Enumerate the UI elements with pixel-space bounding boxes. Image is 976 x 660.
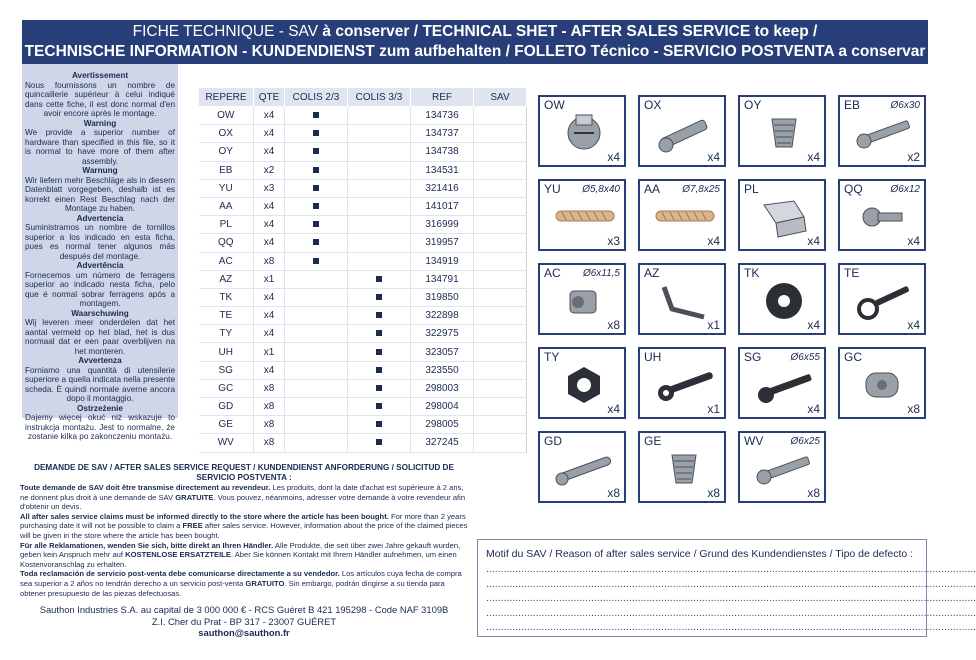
repere-cell: GD	[199, 398, 254, 416]
colis-2-cell	[285, 288, 348, 306]
ref-cell: 141017	[411, 197, 474, 215]
repere-cell: TE	[199, 307, 254, 325]
warning-title: Warnung	[82, 166, 118, 175]
part-code: GC	[844, 350, 862, 364]
sav-paragraph-es	[20, 569, 468, 598]
filled-square-icon	[376, 294, 382, 300]
quantity-cell: x4	[254, 361, 285, 379]
filled-square-icon	[313, 112, 319, 118]
colis-3-cell	[348, 307, 411, 325]
washer-icon	[754, 279, 816, 323]
sav-cell[interactable]	[474, 179, 527, 197]
part-card	[638, 179, 726, 251]
colis-3-cell	[348, 288, 411, 306]
ref-cell: 298005	[411, 416, 474, 434]
part-card	[838, 263, 926, 335]
table-row	[199, 161, 527, 179]
sav-de-bold2: KOSTENLOSE ERSATZTEILE	[125, 550, 231, 560]
part-quantity: x4	[607, 402, 620, 416]
ref-cell: 298003	[411, 379, 474, 397]
company-footer	[20, 604, 468, 639]
repere-cell: AC	[199, 252, 254, 270]
warning-title: Avertissement	[71, 71, 129, 80]
repere-cell: GC	[199, 379, 254, 397]
warning-text: Nous fournissons un nombre de quincaillerie supérieur à celui indiqué dans cette fiche, il est donc normal d'en avoir encore après le montage.	[25, 80, 175, 118]
company-info: Sauthon Industries S.A. au capital de 3 000 000 € - RCS Guéret B 421 195298 - Code NAF 3109B	[39, 604, 449, 615]
filled-square-icon	[313, 203, 319, 209]
ref-cell: 134738	[411, 143, 474, 161]
sav-reason-line[interactable]: ........................................................................................................................................................................	[486, 563, 976, 575]
part-card	[738, 263, 826, 335]
repere-cell: OX	[199, 125, 254, 143]
table-row	[199, 307, 527, 325]
repere-cell: WV	[199, 434, 254, 452]
filled-square-icon	[376, 276, 382, 282]
filled-square-icon	[313, 148, 319, 154]
part-code: GE	[644, 434, 662, 448]
sav-paragraph-de	[20, 541, 468, 570]
quantity-cell: x8	[254, 398, 285, 416]
part-quantity: x4	[807, 318, 820, 332]
part-dimension: Ø7,8x25	[682, 184, 720, 195]
lock-nut-icon	[554, 363, 616, 407]
warning-text: Suministramos un nombre de tornillos superior a los indicado en esta ficha, pues es normal tener algunos más después del montage.	[25, 223, 175, 261]
warning-title: Advertencia	[76, 213, 124, 223]
column-header: QTE	[254, 88, 285, 107]
filled-square-icon	[376, 349, 382, 355]
part-quantity: x8	[807, 486, 820, 500]
repere-cell: UH	[199, 343, 254, 361]
sav-reason-line[interactable]: ........................................................................................................................................................................	[486, 577, 976, 590]
repere-cell: TY	[199, 325, 254, 343]
filled-square-icon	[313, 185, 319, 191]
colis-2-cell	[285, 107, 348, 125]
quantity-cell: x1	[254, 343, 285, 361]
sav-fr-text2: . Vous pouvez, néanmoins, adresser votre demande à votre revendeur afin d'obtenir un devis.	[20, 492, 466, 512]
warning-text: Forniamo una quantità di utensilerie superiore a quella indicata nella presente scheda. È quindi normale averne ancora dopo il montaggio.	[25, 365, 175, 403]
sav-es-bold: Toda reclamación de servicio post-venta debe comunicarse directamente a su vendedor.	[20, 569, 340, 579]
part-quantity: x2	[907, 150, 920, 164]
repere-cell: EB	[199, 161, 254, 179]
part-card	[538, 347, 626, 419]
filled-square-icon	[376, 385, 382, 391]
part-quantity: x4	[807, 234, 820, 248]
company-address: Z.I. Cher du Prat - BP 317 - 23007 GUÉRET	[151, 615, 337, 627]
sav-reason-label: Motif du SAV / Reason of after sales service / Grund des Kundendienstes / Tipo de defecto :	[486, 548, 914, 560]
part-quantity: x4	[807, 402, 820, 416]
part-code: OX	[644, 98, 662, 112]
sav-cell[interactable]	[474, 379, 527, 397]
sav-cell[interactable]	[474, 197, 527, 215]
part-quantity: x4	[707, 150, 720, 164]
repere-cell: TK	[199, 288, 254, 306]
column-header: REPERE	[199, 88, 254, 107]
colis-2-cell	[285, 398, 348, 416]
part-code: GD	[544, 434, 562, 448]
filled-square-icon	[376, 403, 382, 409]
part-card	[838, 95, 926, 167]
part-dimension: Ø5,8x40	[582, 184, 620, 195]
ref-cell: 322898	[411, 307, 474, 325]
header-title-thin: FICHE TECHNIQUE - SAV	[132, 23, 323, 40]
colis-3-cell	[348, 179, 411, 197]
allen-key-icon	[654, 279, 716, 323]
ref-cell: 134791	[411, 270, 474, 288]
part-card	[638, 95, 726, 167]
part-card	[538, 179, 626, 251]
colis-3-cell	[348, 270, 411, 288]
sav-cell[interactable]	[474, 125, 527, 143]
warning-text: Wij leveren meer onderdelen dat het aantal vermeld op het blad, het is dus normaal dat er een paar overblijven na het monteren.	[25, 318, 175, 356]
part-card	[838, 179, 926, 251]
sav-cell[interactable]	[474, 252, 527, 270]
colis-3-cell	[348, 143, 411, 161]
repere-cell: AZ	[199, 270, 254, 288]
part-code: SG	[744, 350, 762, 364]
sav-cell[interactable]	[474, 288, 527, 306]
quantity-cell: x8	[254, 379, 285, 397]
colis-3-cell	[348, 252, 411, 270]
sav-reason-line[interactable]: ........................................................................................................................................................................	[486, 621, 976, 633]
sav-cell[interactable]	[474, 361, 527, 379]
part-quantity: x8	[607, 486, 620, 500]
table-row	[199, 416, 527, 434]
ref-cell: 316999	[411, 216, 474, 234]
ref-cell: 298004	[411, 398, 474, 416]
quantity-cell: x8	[254, 416, 285, 434]
quantity-cell: x4	[254, 197, 285, 215]
sav-fr-bold2: GRATUITE	[175, 492, 214, 502]
sav-request-text	[20, 463, 468, 598]
colis-2-cell	[285, 161, 348, 179]
part-dimension: Ø6x11,5	[582, 268, 620, 279]
part-code: EB	[844, 98, 861, 112]
warning-text: Dajemy więcej okuć niż wskazuje to instrukcja montażu. Jest to normalne, że zostanie kilka po zakonczeniu montażu.	[25, 413, 175, 441]
sav-en-bold2: FREE	[182, 521, 203, 531]
filled-square-icon	[313, 239, 319, 245]
part-quantity: x8	[707, 486, 720, 500]
colis-2-cell	[285, 179, 348, 197]
quantity-cell: x8	[254, 252, 285, 270]
repere-cell: PL	[199, 216, 254, 234]
table-row	[199, 107, 527, 125]
colis-2-cell	[285, 343, 348, 361]
part-quantity: x4	[707, 234, 720, 248]
part-code: WV	[744, 434, 764, 448]
ref-cell: 134737	[411, 125, 474, 143]
quantity-cell: x4	[254, 216, 285, 234]
part-card	[738, 431, 826, 503]
table-row	[199, 143, 527, 161]
table-row	[199, 434, 527, 452]
ref-cell: 134919	[411, 252, 474, 270]
sav-en-text: For more than 2 years purchasing date it will not be possible to claim a	[20, 511, 466, 531]
sav-es-bold2: GRATUITO	[245, 578, 285, 588]
dowel-icon	[554, 195, 616, 239]
part-quantity: x1	[707, 318, 720, 332]
colis-2-cell	[285, 361, 348, 379]
cam-bolt-icon	[654, 111, 716, 155]
quantity-cell: x1	[254, 270, 285, 288]
filled-square-icon	[376, 439, 382, 445]
part-card	[638, 431, 726, 503]
table-row	[199, 125, 527, 143]
part-code: TY	[544, 350, 560, 364]
colis-3-cell	[348, 216, 411, 234]
document-header	[22, 20, 928, 64]
table-row	[199, 398, 527, 416]
colis-2-cell	[285, 143, 348, 161]
ref-cell: 319957	[411, 234, 474, 252]
table-row	[199, 288, 527, 306]
part-code: UH	[644, 350, 662, 364]
company-email[interactable]: sauthon@sauthon.fr	[198, 627, 290, 638]
colis-2-cell	[285, 197, 348, 215]
sav-request-title: DEMANDE DE SAV / AFTER SALES SERVICE REQUEST / KUNDENDIENST ANFORDERUNG / SOLICITUD DE SERVICIO POSTVENTA :	[34, 463, 454, 482]
colis-3-cell	[348, 197, 411, 215]
cam-nut-icon	[554, 111, 616, 155]
warning-title: Ostrzeżenie	[77, 403, 123, 413]
column-header: COLIS 3/3	[348, 88, 411, 107]
colis-2-cell	[285, 216, 348, 234]
colis-2-cell	[285, 379, 348, 397]
filled-square-icon	[376, 421, 382, 427]
colis-2-cell	[285, 416, 348, 434]
repere-cell: GE	[199, 416, 254, 434]
quantity-cell: x4	[254, 325, 285, 343]
part-code: QQ	[844, 182, 863, 196]
part-code: TK	[744, 266, 760, 280]
part-quantity: x4	[607, 150, 620, 164]
ref-cell: 327245	[411, 434, 474, 452]
part-code: OY	[744, 98, 762, 112]
quantity-cell: x4	[254, 234, 285, 252]
sav-reason-line[interactable]: ........................................................................................................................................................................	[486, 606, 976, 619]
header-title-line2: TECHNISCHE INFORMATION - KUNDENDIENST zum aufbehalten / FOLLETO Técnico - SERVICIO POSTVENTA a conservar	[24, 43, 926, 60]
part-card	[738, 347, 826, 419]
colis-3-cell	[348, 125, 411, 143]
warning-title: Waarschuwing	[71, 308, 129, 318]
repere-cell: OW	[199, 107, 254, 125]
part-quantity: x4	[907, 234, 920, 248]
threaded-insert-icon	[654, 447, 716, 491]
part-code: YU	[544, 182, 561, 196]
part-card	[538, 431, 626, 503]
part-code: AA	[644, 182, 661, 196]
part-code: AC	[544, 266, 561, 280]
warning-title: Warning	[83, 118, 117, 128]
part-card	[538, 95, 626, 167]
repere-cell: QQ	[199, 234, 254, 252]
sav-cell[interactable]	[474, 234, 527, 252]
repere-cell: SG	[199, 361, 254, 379]
sav-cell[interactable]	[474, 325, 527, 343]
warning-title: Advertência	[76, 261, 124, 270]
dowel-icon	[654, 195, 716, 239]
repere-cell: AA	[199, 197, 254, 215]
colis-3-cell	[348, 398, 411, 416]
parts-table	[198, 87, 527, 453]
sav-cell[interactable]	[474, 161, 527, 179]
barrel-nut-icon	[854, 363, 916, 407]
sav-cell[interactable]	[474, 398, 527, 416]
part-code: PL	[744, 182, 759, 196]
table-row	[199, 379, 527, 397]
part-dimension: Ø6x30	[890, 100, 920, 111]
repere-cell: YU	[199, 179, 254, 197]
sav-cell[interactable]	[474, 143, 527, 161]
filled-square-icon	[313, 130, 319, 136]
colis-2-cell	[285, 434, 348, 452]
sav-cell[interactable]	[474, 270, 527, 288]
quantity-cell: x4	[254, 125, 285, 143]
colis-2-cell	[285, 270, 348, 288]
sav-de-text2: . Aber Sie können Kontakt mit Ihrem Händler aufnehmen, um einen Kostenvoranschlag zu erhalten.	[20, 550, 457, 569]
colis-2-cell	[285, 307, 348, 325]
filled-square-icon	[313, 258, 319, 264]
colis-2-cell	[285, 234, 348, 252]
table-row	[199, 343, 527, 361]
warning-text: Wir liefern mehr Beschläge als in diesem Datenblatt vorgegeben, deshalb ist es korrekt einen Rest Beschlag nach der Montage zu haben.	[25, 175, 175, 213]
table-row	[199, 325, 527, 343]
warning-title: Avvertenza	[78, 356, 122, 365]
insert-nut-icon	[554, 279, 616, 323]
column-header: REF	[411, 88, 474, 107]
sav-en-bold: All after sales service claims must be informed directly to the store where the article has been bought.	[20, 511, 389, 521]
part-dimension: Ø6x12	[890, 184, 920, 195]
ref-cell: 321416	[411, 179, 474, 197]
repere-cell: OY	[199, 143, 254, 161]
threaded-insert-icon	[754, 111, 816, 155]
filled-square-icon	[313, 221, 319, 227]
colis-3-cell	[348, 416, 411, 434]
part-dimension: Ø6x25	[790, 436, 820, 447]
part-code: AZ	[644, 266, 660, 280]
sav-reason-line[interactable]: ........................................................................................................................................................................	[486, 592, 976, 604]
warning-text: We provide a superior number of hardware than specified in this file, so it is normal to have more of them after assembly.	[25, 128, 175, 166]
table-row	[199, 252, 527, 270]
quantity-cell: x4	[254, 288, 285, 306]
ref-cell: 134531	[411, 161, 474, 179]
part-quantity: x1	[707, 402, 720, 416]
eye-bolt-icon	[854, 279, 916, 323]
ref-cell: 323057	[411, 343, 474, 361]
sav-es-text: Los artículos cuya fecha de compra sea superior a 2 años no tendrán derecho a un servicio post-venta	[20, 569, 462, 588]
table-header-row	[199, 88, 527, 107]
quantity-cell: x4	[254, 107, 285, 125]
filled-square-icon	[376, 330, 382, 336]
part-quantity: x4	[807, 150, 820, 164]
ref-cell: 134736	[411, 107, 474, 125]
quantity-cell: x3	[254, 179, 285, 197]
filled-square-icon	[313, 167, 319, 173]
quantity-cell: x4	[254, 307, 285, 325]
quantity-cell: x2	[254, 161, 285, 179]
part-code: TE	[844, 266, 860, 280]
sav-de-text: Alle Produkte, die seit über zwei Jahre gekauft wurden, geben kein Anspruch mehr auf	[20, 540, 461, 560]
table-row	[199, 216, 527, 234]
table-row	[199, 234, 527, 252]
part-quantity: x4	[907, 318, 920, 332]
sav-cell[interactable]	[474, 307, 527, 325]
colis-2-cell	[285, 252, 348, 270]
sav-cell[interactable]	[474, 416, 527, 434]
bolt-icon	[754, 363, 816, 407]
ref-cell: 322975	[411, 325, 474, 343]
warning-panel	[22, 64, 178, 441]
screw-icon	[754, 447, 816, 491]
column-header: COLIS 2/3	[285, 88, 348, 107]
colis-2-cell	[285, 125, 348, 143]
angle-bracket-icon	[754, 195, 816, 239]
part-card	[738, 95, 826, 167]
column-header: SAV	[474, 88, 527, 107]
part-quantity: x3	[607, 234, 620, 248]
sav-cell[interactable]	[474, 343, 527, 361]
header-title-line1: à conserver / TECHNICAL SHET - AFTER SALES SERVICE to keep /	[322, 23, 818, 40]
ref-cell: 319850	[411, 288, 474, 306]
quantity-cell: x8	[254, 434, 285, 452]
part-card	[538, 263, 626, 335]
wrench-icon	[654, 363, 716, 407]
part-card	[838, 347, 926, 419]
part-card	[638, 347, 726, 419]
connector-bolt-icon	[554, 447, 616, 491]
warning-text: Fornecemos um número de ferragens superior ao indicado nesta ficha, pelo que é normal sobrar ferragens após a montagem.	[25, 270, 175, 308]
part-dimension: Ø6x55	[790, 352, 820, 363]
part-quantity: x8	[907, 402, 920, 416]
colis-3-cell	[348, 107, 411, 125]
quantity-cell: x4	[254, 143, 285, 161]
sav-fr-text: Les produits, dont la date d'achat est supérieure à 2 ans, ne donnent plus droit à une demande de SAV	[20, 483, 464, 502]
sav-en-text2: after sales service. However, information about the price of the claimed pieces will be given in the store where the article has been bought.	[20, 521, 468, 540]
screw-icon	[854, 111, 916, 155]
colis-3-cell	[348, 234, 411, 252]
sav-paragraph-fr	[20, 483, 468, 512]
sav-cell[interactable]	[474, 434, 527, 452]
table-row	[199, 270, 527, 288]
sav-de-bold: Für alle Reklamationen, wenden Sie sich, bitte direkt an Ihren Händler.	[20, 540, 274, 550]
part-card	[638, 263, 726, 335]
colis-3-cell	[348, 343, 411, 361]
table-row	[199, 197, 527, 215]
colis-2-cell	[285, 325, 348, 343]
sav-paragraph-en	[20, 512, 468, 541]
colis-3-cell	[348, 434, 411, 452]
filled-square-icon	[376, 312, 382, 318]
sav-fr-bold: Toute demande de SAV doit être transmise directement au revendeur.	[20, 483, 271, 492]
sav-reason-box[interactable]	[477, 539, 976, 637]
filled-square-icon	[376, 367, 382, 373]
sav-cell[interactable]	[474, 216, 527, 234]
colis-3-cell	[348, 379, 411, 397]
table-row	[199, 361, 527, 379]
part-code: OW	[544, 98, 565, 112]
colis-3-cell	[348, 161, 411, 179]
colis-3-cell	[348, 361, 411, 379]
sav-es-text2: . Sin embargo, podrán dirigirse a su tienda para obtener presupuesto de las piezas defectuosas.	[20, 578, 445, 598]
ref-cell: 323550	[411, 361, 474, 379]
part-quantity: x8	[607, 318, 620, 332]
part-card	[738, 179, 826, 251]
short-screw-icon	[854, 195, 916, 239]
colis-3-cell	[348, 325, 411, 343]
table-row	[199, 179, 527, 197]
sav-cell[interactable]	[474, 107, 527, 125]
